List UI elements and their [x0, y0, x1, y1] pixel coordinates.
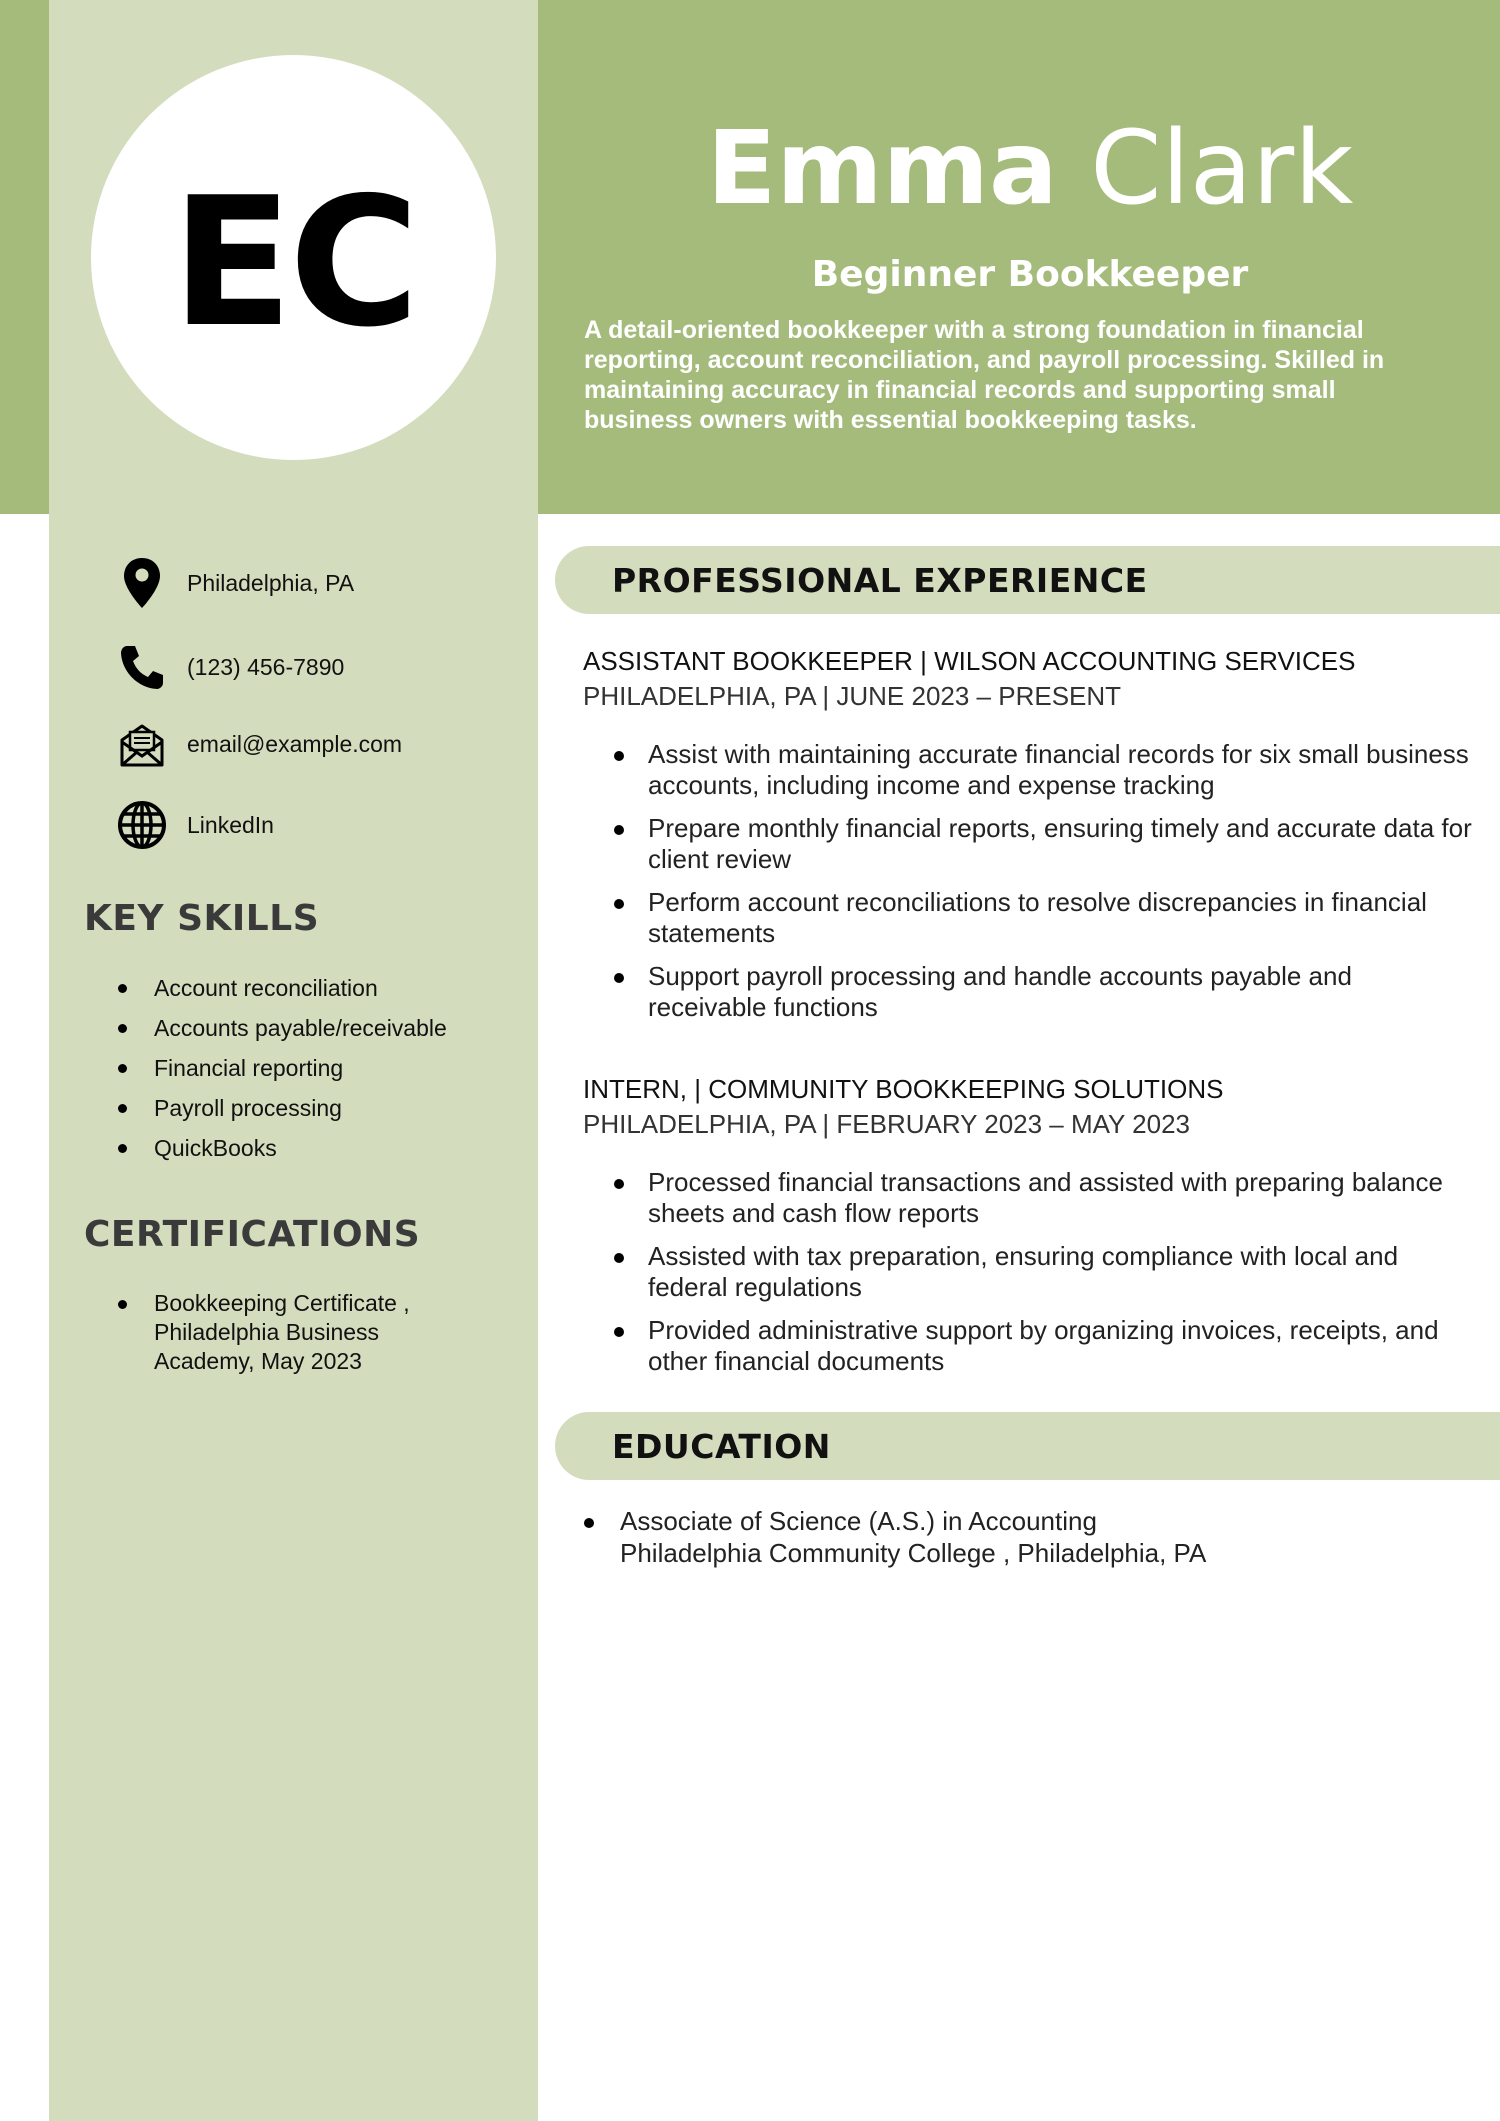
phone-icon — [115, 640, 169, 694]
linkedin-text[interactable]: LinkedIn — [187, 811, 274, 838]
experience-heading: PROFESSIONAL EXPERIENCE — [612, 560, 1148, 600]
profile-summary: A detail-oriented bookkeeper with a strong foundation in financial reporting, account reconciliation, and payroll processing. Skilled in maintaining accuracy in financial records and supporting small business owners with essential bookkeeping tasks. — [584, 316, 1385, 434]
contact-email — [115, 717, 403, 771]
job-1-bullets — [614, 739, 1474, 1023]
education-heading: EDUCATION — [612, 1426, 831, 1466]
skill-item: Financial reporting — [118, 1048, 447, 1088]
globe-icon — [115, 798, 169, 852]
job-bullet: Processed financial transactions and assisted with preparing balance sheets and cash flow reports — [614, 1167, 1474, 1229]
job-2-bullets — [614, 1167, 1474, 1377]
job-bullet: Assisted with tax preparation, ensuring compliance with local and federal regulations — [614, 1241, 1474, 1303]
email-text[interactable]: email@example.com — [187, 730, 403, 757]
location-text: Philadelphia, PA — [187, 569, 355, 596]
candidate-name — [560, 109, 1500, 228]
job-bullet: Perform account reconciliations to resolve discrepancies in financial statements — [614, 887, 1474, 949]
skill-item: Accounts payable/receivable — [118, 1008, 447, 1048]
job-bullet: Provided administrative support by organizing invoices, receipts, and other financial documents — [614, 1315, 1474, 1377]
skill-item: QuickBooks — [118, 1128, 447, 1168]
job-bullet: Prepare monthly financial reports, ensuring timely and accurate data for client review — [614, 813, 1474, 875]
job-bullet: Support payroll processing and handle accounts payable and receivable functions — [614, 961, 1474, 1023]
job-2-location-dates: PHILADELPHIA, PA | FEBRUARY 2023 – MAY 2023 — [583, 1109, 1190, 1139]
skill-item: Payroll processing — [118, 1088, 447, 1128]
contact-phone — [115, 640, 345, 694]
skills-heading: KEY SKILLS — [84, 898, 320, 939]
job-bullet: Assist with maintaining accurate financial records for six small business accounts, including income and expense tracking — [614, 739, 1474, 801]
education-entry — [584, 1505, 1500, 1569]
experience-section-bar — [555, 546, 1500, 614]
envelope-icon — [115, 717, 169, 771]
education-school: Philadelphia Community College , Philadelphia, PA — [620, 1538, 1207, 1568]
certification-item: Bookkeeping Certificate , Philadelphia Business Academy, May 2023 — [118, 1289, 454, 1376]
contact-linkedin — [115, 798, 274, 852]
certifications-heading: CERTIFICATIONS — [84, 1214, 421, 1255]
education-degree: Associate of Science (A.S.) in Accounting — [620, 1506, 1097, 1536]
contact-location — [115, 556, 355, 610]
job-title: Beginner Bookkeeper — [811, 254, 1249, 295]
job-2-title: INTERN, | COMMUNITY BOOKKEEPING SOLUTIONS — [583, 1074, 1224, 1104]
last-name: Clark — [1090, 109, 1354, 228]
skill-item: Account reconciliation — [118, 968, 447, 1008]
phone-text: (123) 456-7890 — [187, 653, 345, 680]
job-1-location-dates: PHILADELPHIA, PA | JUNE 2023 – PRESENT — [583, 681, 1122, 711]
monogram-circle — [91, 55, 496, 460]
first-name: Emma — [706, 109, 1058, 228]
certifications-list — [118, 1289, 454, 1376]
skills-list — [118, 968, 447, 1168]
education-section-bar — [555, 1412, 1500, 1480]
monogram-initials: EC — [171, 159, 416, 366]
job-1-title: ASSISTANT BOOKKEEPER | WILSON ACCOUNTING SERVICES — [583, 646, 1356, 676]
location-pin-icon — [115, 556, 169, 610]
